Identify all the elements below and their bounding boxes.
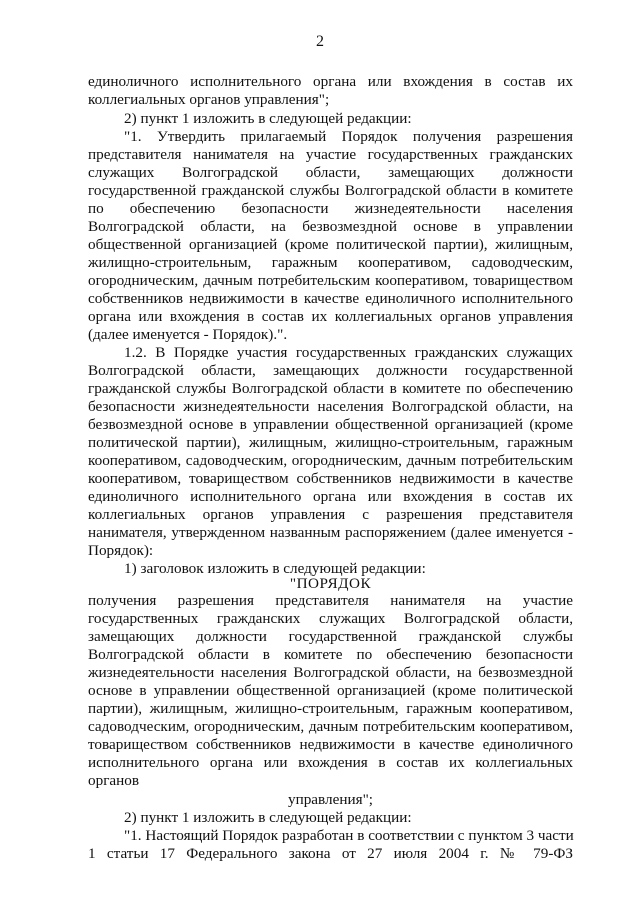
page-number: 2 (316, 33, 324, 50)
text-line: 2) пункт 1 изложить в следующей редакции: (124, 809, 412, 826)
text-line: садоводческим, огородническим, дачным потребительским кооперативом, (88, 718, 573, 735)
text-line: собственников недвижимости в качестве единоличного исполнительного (88, 290, 573, 307)
text-line: по обеспечению безопасности жизнедеятельности населения (88, 200, 573, 217)
text-line: гражданской службы Волгоградской области в комитете по обеспечению (88, 380, 573, 397)
text-line: основе в управлении общественной организацией (кроме политической (88, 682, 573, 699)
text-line: (далее именуется - Порядок).". (88, 326, 288, 343)
text-line: коллегиальных органов управления с разрешения представителя (88, 506, 573, 523)
text-line: Волгоградской области в комитете по обеспечению безопасности (88, 646, 573, 663)
text-line: представителя нанимателя на участие государственных гражданских (88, 146, 573, 163)
text-line: жизнедеятельности населения Волгоградской области, на безвозмездной (88, 664, 573, 681)
text-line: единоличного исполнительного органа или вхождения в состав их (88, 488, 573, 505)
text-line: нанимателя, утвержденном названным распоряжением (далее именуется - (88, 524, 573, 541)
text-line: Порядок): (88, 542, 154, 559)
text-line: Волгоградской области, на безвозмездной основе в управлении (88, 218, 573, 235)
text-line: органа или вхождения в состав их коллегиальных органов управления (88, 308, 573, 325)
text-line: жилищно-строительным, гаражным кооперативом, садоводческим, (88, 254, 573, 271)
text-line: единоличного исполнительного органа или вхождения в состав их (88, 73, 573, 90)
text-line: Волгоградской области, замещающих должности государственной (88, 362, 573, 379)
text-line: 1.2. В Порядке участия государственных гражданских служащих (124, 344, 573, 361)
text-line: "1. Настоящий Порядок разработан в соответствии с пунктом 3 части (124, 827, 574, 844)
text-line: управления"; (287, 791, 373, 808)
text-line: огородническим, дачным потребительским кооперативом, товариществом (88, 272, 573, 289)
text-line: служащих Волгоградской области, замещающих должности (88, 164, 573, 181)
text-line: получения разрешения представителя нанимателя на участие (88, 592, 573, 609)
text-line: замещающих должности государственной гражданской службы (88, 628, 573, 645)
text-line: товариществом собственников недвижимости в качестве единоличного (88, 736, 573, 753)
text-line: органов (88, 772, 140, 789)
text-line: политической партии), жилищным, жилищно-строительным, гаражным (88, 434, 573, 451)
text-line: партии), жилищным, жилищно-строительным, гаражным кооперативом, (88, 700, 573, 717)
text-line: кооперативом, садоводческим, огородническим, дачным потребительским (88, 452, 573, 469)
text-line: "1. Утвердить прилагаемый Порядок получения разрешения (124, 128, 573, 145)
text-line: кооперативом, товариществом собственников недвижимости в качестве (88, 470, 573, 487)
text-line: коллегиальных органов управления"; (88, 91, 330, 108)
text-line: 1) заголовок изложить в следующей редакции: (124, 560, 426, 577)
text-line: государственных гражданских служащих Волгоградской области, (88, 610, 573, 627)
text-line: 1 статьи 17 Федерального закона от 27 июля 2004 г. № 79-ФЗ (88, 845, 573, 862)
text-line: общественной организацией (кроме политической партии), жилищным, (88, 236, 573, 253)
text-line: государственной гражданской службы Волгоградской области в комитете (88, 182, 573, 199)
text-line: безвозмездной основе в управлении общественной организацией (кроме (88, 416, 573, 433)
text-line: "ПОРЯДОК (289, 575, 372, 592)
text-line: 2) пункт 1 изложить в следующей редакции: (124, 110, 412, 127)
text-line: исполнительного органа или вхождения в состав их коллегиальных (88, 754, 573, 771)
text-line: безопасности жизнедеятельности населения Волгоградской области, на (88, 398, 573, 415)
